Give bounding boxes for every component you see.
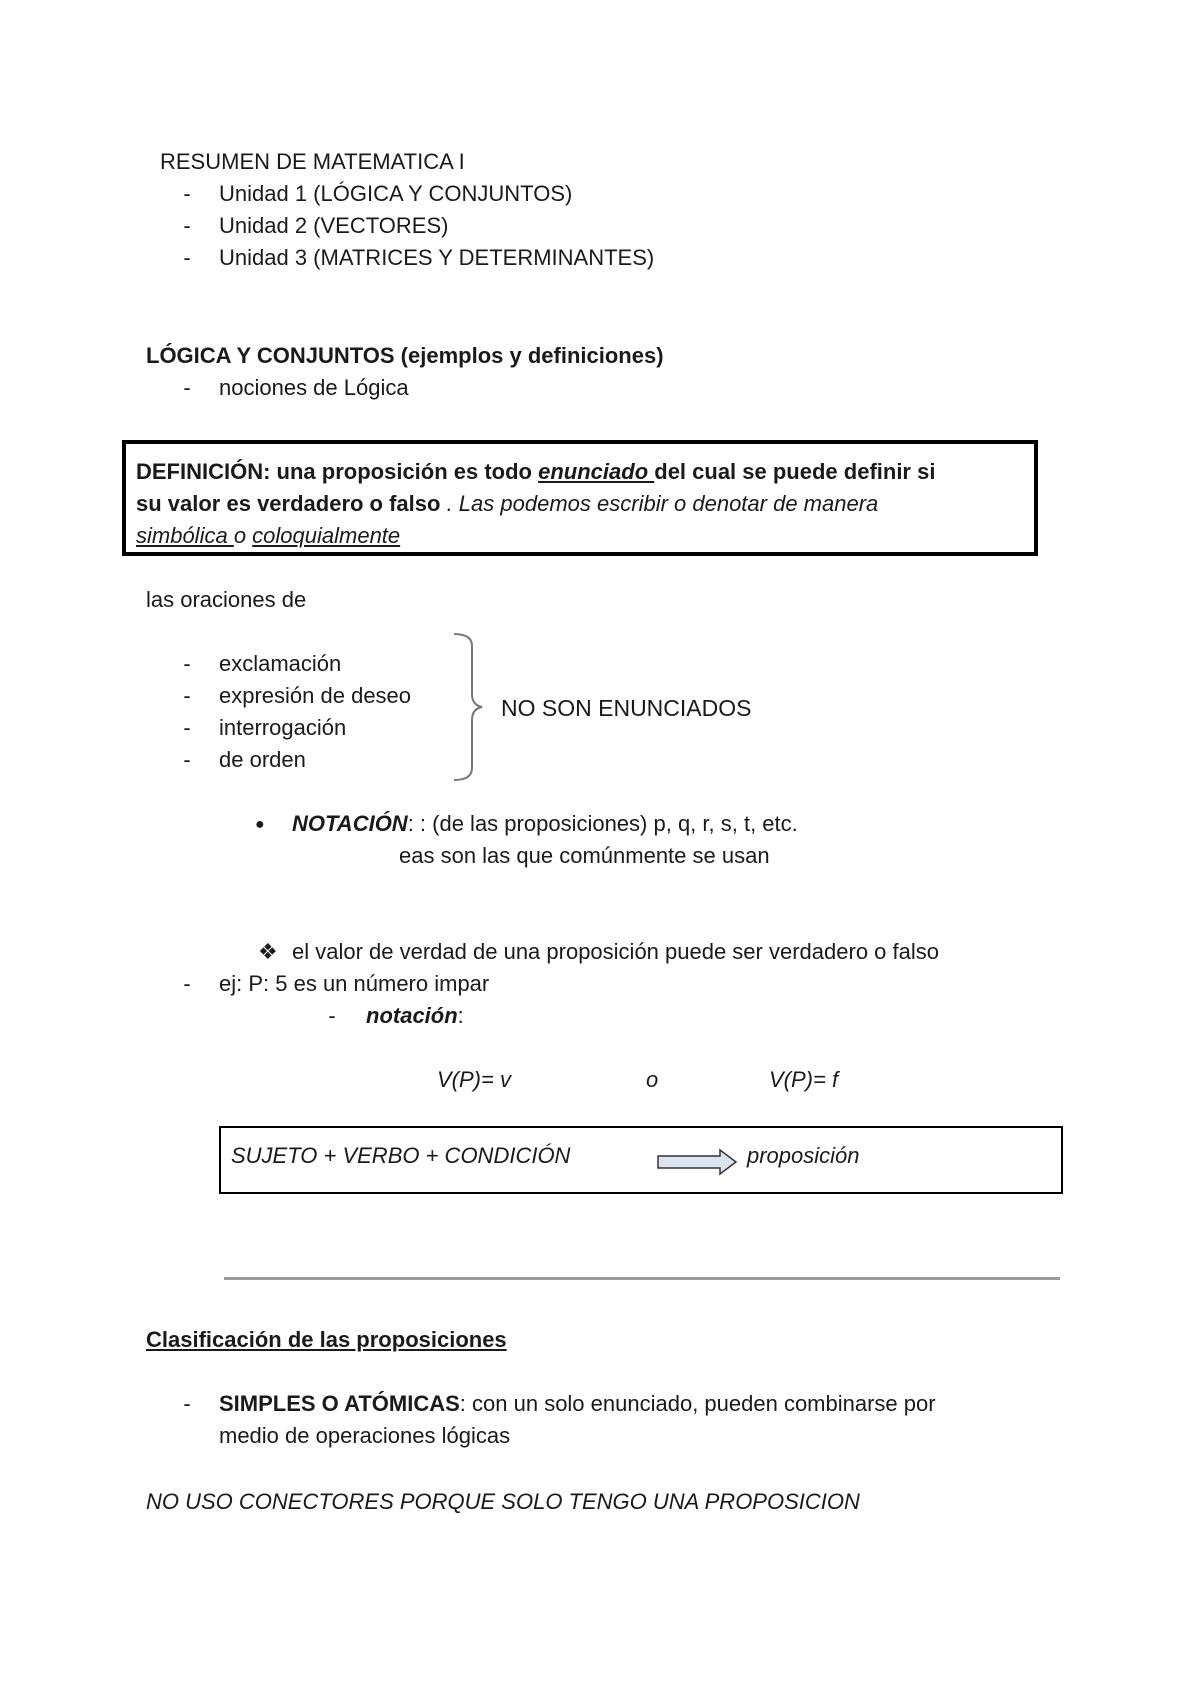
list-item: Unidad 2 (VECTORES) [219, 213, 449, 238]
list-item: nociones de Lógica [219, 375, 409, 400]
definition-simbolica: simbólica [136, 523, 234, 548]
notacion-line2: eas son las que comúnmente se usan [399, 843, 770, 868]
section-heading: LÓGICA Y CONJUNTOS (ejemplos y definiciones) [146, 343, 664, 368]
condition-result: proposición [747, 1143, 860, 1168]
list-item: exclamación [219, 651, 342, 676]
list-dash: - [183, 651, 191, 676]
notacion-label: NOTACIÓN [292, 811, 408, 836]
definition-line2-bold: su valor es verdadero o falso [136, 491, 441, 516]
definition-line2-italic: . Las podemos escribir o denotar de manera [440, 491, 879, 516]
formula-or: o [646, 1067, 659, 1092]
notacion-text: : : (de las proposiciones) p, q, r, s, t, etc. [407, 811, 798, 836]
list-item: Unidad 3 (MATRICES Y DETERMINANTES) [219, 245, 655, 270]
example-text: ej: P: 5 es un número impar [219, 971, 490, 996]
oraciones-intro: las oraciones de [146, 587, 307, 612]
notacion-sub-colon: : [457, 1003, 464, 1028]
list-dash: - [183, 971, 191, 996]
formula-false: V(P)= f [769, 1067, 839, 1092]
note-text: NO USO CONECTORES PORQUE SOLO TENGO UNA PROPOSICION [146, 1489, 860, 1514]
list-dash: - [328, 1003, 336, 1028]
right-brace-icon [452, 632, 492, 782]
list-dash: - [183, 213, 191, 238]
list-dash: - [183, 715, 191, 740]
definition-coloquialmente: coloquialmente [252, 523, 401, 548]
diamond-bullet-icon: ❖ [258, 939, 278, 964]
notacion-sub-label: notación [366, 1003, 458, 1028]
list-dash: - [183, 1391, 191, 1416]
list-dash: - [183, 747, 191, 772]
simples-text: : con un solo enunciado, pueden combinarse por [459, 1391, 936, 1416]
definition-box [122, 440, 1038, 556]
list-dash: - [183, 245, 191, 270]
page-title: RESUMEN DE MATEMATICA I [160, 149, 465, 174]
definition-o: o [233, 523, 253, 548]
clasificacion-heading: Clasificación de las proposiciones [146, 1327, 507, 1352]
list-dash: - [183, 375, 191, 400]
simples-label: SIMPLES O ATÓMICAS [219, 1391, 460, 1416]
condition-text: SUJETO + VERBO + CONDICIÓN [231, 1143, 571, 1168]
formula-true: V(P)= v [437, 1067, 511, 1092]
list-item: Unidad 1 (LÓGICA Y CONJUNTOS) [219, 181, 573, 206]
definition-enunciado: enunciado [538, 459, 655, 484]
list-dash: - [183, 683, 191, 708]
divider [224, 1277, 1060, 1280]
list-item: expresión de deseo [219, 683, 412, 708]
list-dash: - [183, 181, 191, 206]
no-son-enunciados-label: NO SON ENUNCIADOS [501, 695, 752, 721]
valor-text: el valor de verdad de una proposición puede ser verdadero o falso [292, 939, 939, 964]
condition-box [219, 1126, 1063, 1194]
definition-label: DEFINICIÓN: una proposición es todo [136, 459, 532, 484]
definition-rest: del cual se puede definir si [654, 459, 936, 484]
simples-line2: medio de operaciones lógicas [219, 1423, 511, 1448]
arrow-right-icon [656, 1148, 740, 1176]
list-item: de orden [219, 747, 306, 772]
bullet-icon: ● [255, 816, 265, 833]
list-item: interrogación [219, 715, 347, 740]
